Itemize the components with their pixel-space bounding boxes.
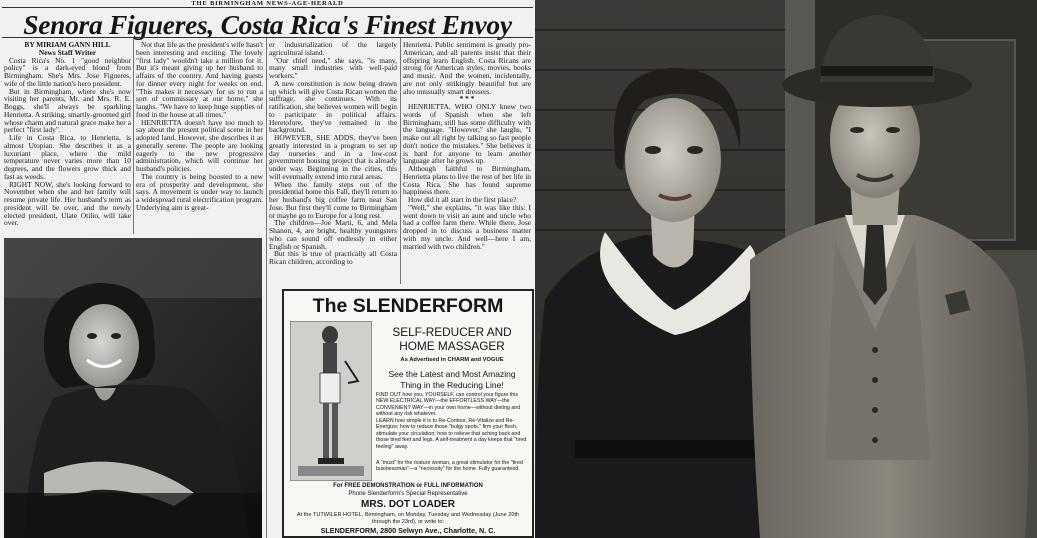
ad-subtitle	[376, 325, 528, 353]
paragraph: But in Birmingham, where she's now visiting her parents, Mr. and Mrs. R. E. Boggs, she'll always be sparkling Henrietta. A striking, smartly-groomed girl whose charm and natural grace make her a perfect "first lady".	[4, 86, 131, 135]
ad-paragraph-1: FIND OUT how you, YOURSELF, can control your figure this NEW ELECTRICAL WAY—the EFFORTLESS WAY—the CONVENIENT WAY—in your own home—without dieting and without any risk whatever.	[376, 392, 521, 418]
paragraph: HENRIETTA, WHO ONLY knew two words of Spanish when she left Birmingham, still has some difficulty with the language. "However," she laughs, "I make out all right by talking so fast people don't notice the mistakes." She believes it is hard for anyone to learn another language after he grows up.	[403, 102, 531, 166]
paragraph: er industrialization of the largely agricultural island.	[269, 41, 397, 57]
paragraph: Henrietta. Public sentiment is greatly pro-American, and all parents insist that their offspring learn English. Costa Ricans are strong for American styles, movies, books and music. And the women, incidentally, are not only strikingly beautiful but are also unusually smart dressers.	[403, 41, 531, 96]
column-rule	[266, 38, 267, 538]
ad-advertised: As Advertised in CHARM and VOGUE	[400, 357, 504, 363]
newspaper-photo-image	[4, 238, 262, 538]
ad-demo: For FREE DEMONSTRATION or FULL INFORMATION	[333, 483, 483, 489]
article-column-3	[269, 41, 397, 285]
ad-subtitle-line-2: HOME MASSAGER	[399, 339, 505, 353]
couple-photograph	[535, 0, 1037, 538]
paragraph: HOWEVER, SHE ADDS, they've been greatly interested in a program to set up day nurseries and in a low-cost government housing project that is already under way. Beginning in the cities, this will eventually extend into rural areas.	[269, 133, 397, 181]
paragraph: "Our chief need," she says, "is many, many small industries with well-paid workers."	[269, 55, 397, 80]
byline-role: News Staff Writer	[38, 47, 97, 57]
headline: Senora Figueres, Costa Rica's Finest Envoy	[23, 9, 512, 40]
byline: BY MIRIAM GANN HILL	[24, 41, 111, 49]
column-rule	[400, 38, 401, 284]
ad-subtitle-line-1: SELF-REDUCER AND	[392, 325, 512, 339]
paragraph: Life in Costa Rica, to Henrietta, is almost Utopian. She describes it as a luxuriant place, where the mild temperature never varies more than 10 degrees, and the flowers grow thick and fast as weeds.	[4, 133, 131, 181]
masthead-rule	[2, 7, 533, 8]
ad-illustration-image	[290, 321, 372, 481]
slenderform-ad	[282, 289, 534, 538]
paragraph: HENRIETTA doesn't have too much to say about the present political scene in her adopted land. However, she describes it as generally serene. The people are looking eagerly to the new progressive administration, which will continue her husband's policies.	[136, 117, 263, 173]
ad-rep: MRS. DOT LOADER	[361, 499, 455, 510]
ad-illustration	[290, 321, 372, 481]
paragraph: RIGHT NOW, she's looking forward to November when she and her family will resume private life. Her husband's term as president will be over, and the newly elected president, Ulate Otilio, will take over.	[4, 179, 131, 228]
headline-rule	[2, 37, 533, 38]
paragraph: The country is being boosted to a new era of prosperity and development, she says. A movement is under way to launch a widespread rural electrification program. Underlying aim is great-	[136, 171, 263, 212]
paragraph: A new constitution is now being drawn up which will give Costa Rican women the suffrage, she continues. With its ratification, she believes women will begin to participate in political affairs. Heretofore, they've remained in the background.	[269, 78, 397, 135]
ad-see-line-2: Thing in the Reducing Line!	[400, 379, 504, 390]
ad-title: The SLENDERFORM	[312, 295, 504, 317]
column-rule	[133, 38, 134, 234]
paragraph: When the family steps out of the presidential home this Fall, they'll return to her husband's big coffee farm near San Jose. But first they'll come to Birmingham or maybe go to Europe for a long rest.	[269, 179, 397, 220]
paragraph: Costa Rica's No. 1 "good neighbor policy" is a dark-eyed blond from Birmingham. She's Mrs. Jose Figueres, wife of the little nation's hero president.	[4, 55, 131, 88]
paragraph: Not that life as the president's wife hasn't been interesting and exciting. The lovely "first lady" wouldn't take a million for it. But it's meant giving up her husband to affairs of the country. And having guests for dinner every night for weeks on end. "This makes it necessary for us to run a sort of commissary at our home," she laughs. "We have to keep huge supplies of food in the house at all times."	[136, 41, 263, 119]
article-column-2	[136, 41, 263, 237]
couple-photograph-image	[535, 0, 1037, 538]
separator: * * *	[459, 94, 475, 104]
article-column-4	[403, 41, 531, 285]
article-column-1	[4, 41, 131, 237]
paragraph: "Well," she explains, "it was like this: I went down to visit an aunt and uncle who had a coffee farm there. While there, Jose dropped in to discuss a business matter with my uncle. And well—here I am, married with two children."	[403, 202, 531, 251]
ad-phone: Phone Slenderform's Special Representative	[348, 491, 468, 497]
masthead: THE BIRMINGHAM NEWS-AGE-HERALD	[191, 0, 344, 7]
paragraph: But this is true of practically all Costa Rican children, according to	[269, 249, 397, 266]
ad-hotel: At the TUTWILER HOTEL, Birmingham, on Monday, Tuesday and Wednesday (June 20th through the 23rd), or write to:	[296, 512, 520, 525]
paragraph: How did it all start in the first place?	[408, 195, 517, 204]
paragraph: Although faithful to Birmingham, Henrietta plans to live the rest of her life in Costa Rica. She has found supreme happiness there.	[403, 164, 531, 197]
ad-paragraph-2: LEARN how simple it is to Re-Contour, Re-Vitalize and Re-Energize; how to reduce those "bulgy spots," firm your flesh, stimulate your circulation; how to relieve that aching back and those tired feet and legs. A self-treatment a day keeps that "tired feeling" away.	[376, 418, 527, 450]
newspaper-photo	[4, 238, 262, 538]
ad-see	[376, 369, 528, 390]
ad-see-line-1: See the Latest and Most Amazing	[388, 369, 516, 379]
paragraph: The children—Joe Marti, 6, and Mela Shanon, 4, are bright, healthy youngsters who can sound off endlessly in either English or Spanish.	[269, 218, 397, 251]
ad-paragraph-3: A "must" for the mature woman, a great stimulator for the "tired businessman"—a "necessity" for the home. Fully guaranteed.	[376, 460, 523, 473]
ad-address: SLENDERFORM, 2800 Selwyn Ave., Charlotte, N. C.	[320, 526, 496, 535]
